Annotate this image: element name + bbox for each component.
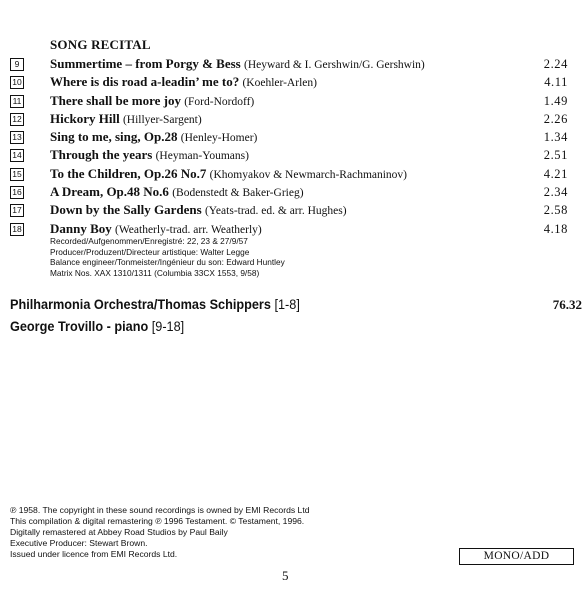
track-list	[10, 55, 570, 238]
recording-note-line: Matrix Nos. XAX 1310/1311 (Columbia 33CX 1553, 9/58)	[50, 267, 260, 278]
track-credit: (Yeats-trad. ed. & arr. Hughes)	[204, 205, 347, 218]
track-title-line	[50, 128, 257, 147]
track-title-line	[50, 183, 304, 202]
track-number: 11	[10, 95, 24, 108]
recording-notes	[50, 236, 285, 278]
total-time: 76.32	[552, 297, 582, 312]
recording-note-line: Recorded/Aufgenommen/Enregistré: 22, 23 & 27/9/57	[50, 236, 248, 246]
track-title: Sing to me, sing, Op.28	[50, 129, 178, 145]
track-title: Where is dis road a-leadin’ me to?	[50, 74, 240, 90]
track-row	[10, 165, 570, 183]
track-number: 9	[10, 58, 24, 71]
track-credit: (Hillyer-Sargent)	[122, 113, 202, 126]
track-title-line	[50, 165, 407, 184]
track-duration: 2.26	[543, 111, 568, 126]
page-number: 5	[282, 568, 289, 583]
track-duration: 1.49	[543, 93, 568, 108]
track-title: A Dream, Op.48 No.6	[50, 184, 169, 200]
track-number: 18	[10, 223, 24, 236]
track-title-line	[50, 92, 254, 111]
copyright-footer	[10, 505, 309, 560]
track-title: Through the years	[50, 147, 153, 163]
track-title: To the Children, Op.26 No.7	[50, 165, 207, 181]
footer-line: Digitally remastered at Abbey Road Studios by Paul Baily	[10, 527, 228, 537]
track-duration: 4.18	[543, 221, 568, 236]
track-title-line	[50, 201, 347, 220]
track-credit: (Weatherly-trad. arr. Weatherly)	[115, 223, 262, 236]
performer-name: George Trovillo - piano	[10, 319, 149, 334]
track-credit: (Heyward & I. Gershwin/G. Gershwin)	[244, 59, 425, 71]
performer-line	[10, 294, 536, 316]
track-title: Down by the Sally Gardens	[50, 202, 202, 218]
track-row	[10, 128, 570, 146]
footer-line: This compilation & digital remastering ℗ 1996 Testament. © Testament, 1996.	[10, 516, 305, 526]
track-title-line	[50, 110, 202, 129]
performer-track-range: [1-8]	[274, 297, 300, 312]
track-title: There shall be more joy	[50, 92, 181, 108]
track-title: Hickory Hill	[50, 110, 120, 126]
track-row	[10, 55, 570, 73]
performer-name: Philharmonia Orchestra/Thomas Schippers	[10, 297, 271, 312]
track-row	[10, 73, 570, 91]
track-row	[10, 110, 570, 128]
format-badge: MONO/ADD	[459, 548, 574, 565]
track-title-line	[50, 146, 249, 165]
track-duration: 1.34	[543, 130, 568, 145]
track-row	[10, 92, 570, 110]
track-credit: (Heyman-Youmans)	[155, 150, 249, 163]
track-number: 10	[10, 76, 24, 89]
footer-line: Executive Producer: Stewart Brown.	[10, 538, 148, 548]
track-duration: 2.24	[543, 57, 568, 71]
track-number: 13	[10, 131, 24, 144]
track-title-line	[50, 73, 317, 92]
track-credit: (Koehler-Arlen)	[242, 77, 317, 90]
track-title-line	[50, 55, 425, 74]
track-duration: 4.11	[544, 75, 568, 90]
track-title: Summertime – from Porgy & Bess	[50, 56, 241, 71]
track-number: 16	[10, 186, 24, 199]
track-row	[10, 183, 570, 201]
track-row	[10, 201, 570, 219]
performer-track-range: [9-18]	[151, 319, 185, 334]
recording-note-line: Balance engineer/Tonmeister/Ingénieur du son: Edward Huntley	[50, 257, 285, 267]
performer-line	[10, 316, 536, 338]
track-duration: 2.51	[543, 148, 568, 163]
track-title: Danny Boy	[50, 220, 112, 236]
track-number: 15	[10, 168, 24, 181]
track-credit: (Henley-Homer)	[180, 132, 258, 145]
track-row	[10, 146, 570, 164]
track-credit: (Bodenstedt & Baker-Grieg)	[172, 187, 304, 200]
track-duration: 2.34	[543, 185, 568, 200]
track-duration: 2.58	[543, 203, 568, 218]
track-number: 14	[10, 149, 24, 162]
track-number: 12	[10, 113, 24, 126]
footer-line: Issued under licence from EMI Records Ltd.	[10, 549, 178, 559]
track-credit: (Khomyakov & Newmarch-Rachmaninov)	[209, 168, 408, 181]
track-duration: 4.21	[543, 166, 568, 181]
performers	[10, 294, 570, 338]
section-title: SONG RECITAL	[50, 37, 151, 52]
track-credit: (Ford-Nordoff)	[184, 95, 255, 108]
recording-note-line: Producer/Produzent/Directeur artistique: Walter Legge	[50, 246, 250, 257]
footer-line: ℗ 1958. The copyright in these sound recordings is owned by EMI Records Ltd	[10, 505, 310, 515]
track-number: 17	[10, 204, 24, 217]
